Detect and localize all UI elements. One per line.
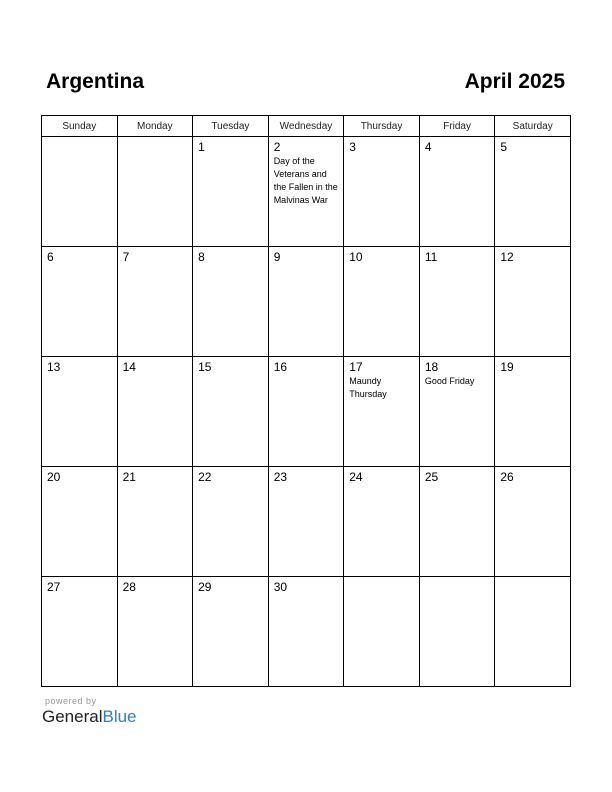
- day-cell: [268, 577, 344, 687]
- day-number: 1: [198, 140, 205, 154]
- day-cell: [495, 467, 571, 577]
- day-cell: [193, 357, 269, 467]
- day-number: 24: [349, 470, 363, 484]
- day-number: 28: [122, 580, 136, 594]
- day-cell: [117, 357, 193, 467]
- powered-by-text: powered by: [45, 696, 97, 706]
- day-number: 14: [122, 360, 136, 374]
- day-cell: [193, 577, 269, 687]
- day-number: 21: [122, 470, 136, 484]
- footer-branding: [42, 696, 137, 727]
- day-cell: [117, 577, 193, 687]
- day-number: 26: [500, 470, 514, 484]
- day-cell: [495, 137, 571, 247]
- weekday-header: Wednesday: [268, 116, 344, 137]
- day-cell: [193, 247, 269, 357]
- day-number: 27: [47, 580, 61, 594]
- day-cell: [344, 137, 420, 247]
- day-number: 10: [349, 250, 363, 264]
- day-cell: [268, 467, 344, 577]
- day-number: 7: [122, 250, 130, 264]
- day-cell: [117, 247, 193, 357]
- day-cell: [344, 247, 420, 357]
- day-cell: [42, 577, 118, 687]
- day-cell: [344, 357, 420, 467]
- day-cell: [193, 467, 269, 577]
- day-cell: [42, 247, 118, 357]
- day-cell: [495, 577, 571, 687]
- week-row: [42, 577, 571, 687]
- day-number: 22: [198, 470, 212, 484]
- week-row: [42, 467, 571, 577]
- day-cell: [268, 137, 344, 247]
- day-number: 17: [349, 360, 363, 374]
- day-cell: [419, 577, 495, 687]
- day-cell: [495, 247, 571, 357]
- day-number: 9: [273, 250, 281, 264]
- weekday-header: Sunday: [42, 116, 118, 137]
- day-number: 6: [47, 250, 54, 264]
- day-cell: [42, 467, 118, 577]
- day-number: 20: [47, 470, 61, 484]
- day-cell: [419, 467, 495, 577]
- day-cell: [419, 247, 495, 357]
- day-number: 12: [500, 250, 514, 264]
- brand-name-general: General: [42, 707, 103, 726]
- weekday-header: Saturday: [495, 116, 571, 137]
- week-row: [42, 137, 571, 247]
- day-number: 25: [424, 470, 439, 484]
- day-cell: [344, 467, 420, 577]
- country-title: Argentina: [46, 70, 145, 93]
- weekday-header: Friday: [419, 116, 495, 137]
- day-cell: [495, 357, 571, 467]
- brand-name-blue: Blue: [102, 707, 137, 726]
- day-number: 30: [273, 580, 288, 594]
- weekday-header-row: [42, 116, 571, 137]
- week-row: [42, 357, 571, 467]
- day-cell: [268, 247, 344, 357]
- calendar-grid: [41, 115, 571, 687]
- week-row: [42, 247, 571, 357]
- day-number: 2: [273, 140, 281, 154]
- day-cell: [117, 137, 193, 247]
- holiday-label: Good Friday: [424, 376, 475, 386]
- day-cell: [117, 467, 193, 577]
- day-cell: [193, 137, 269, 247]
- holiday-label: Day of the Veterans and the Fallen in the Malvinas War: [273, 156, 338, 205]
- month-year-title: April 2025: [464, 70, 565, 93]
- day-number: 15: [198, 360, 212, 374]
- day-number: 5: [500, 140, 508, 154]
- day-number: 11: [424, 250, 438, 264]
- day-cell: [419, 357, 495, 467]
- day-number: 13: [47, 360, 61, 374]
- holiday-label: Maundy Thursday: [349, 376, 387, 399]
- day-number: 18: [424, 360, 439, 374]
- day-cell: [268, 357, 344, 467]
- weekday-header: Tuesday: [193, 116, 269, 137]
- weekday-header: Thursday: [344, 116, 420, 137]
- weekday-header: Monday: [117, 116, 193, 137]
- day-cell: [42, 357, 118, 467]
- day-number: 8: [198, 250, 205, 264]
- day-cell: [42, 137, 118, 247]
- day-cell: [344, 577, 420, 687]
- day-number: 29: [198, 580, 212, 594]
- day-number: 19: [500, 360, 514, 374]
- brand-logo: [42, 707, 137, 727]
- day-number: 23: [273, 470, 288, 484]
- day-number: 3: [349, 140, 356, 154]
- day-number: 16: [273, 360, 288, 374]
- day-number: 4: [424, 140, 432, 154]
- day-cell: [419, 137, 495, 247]
